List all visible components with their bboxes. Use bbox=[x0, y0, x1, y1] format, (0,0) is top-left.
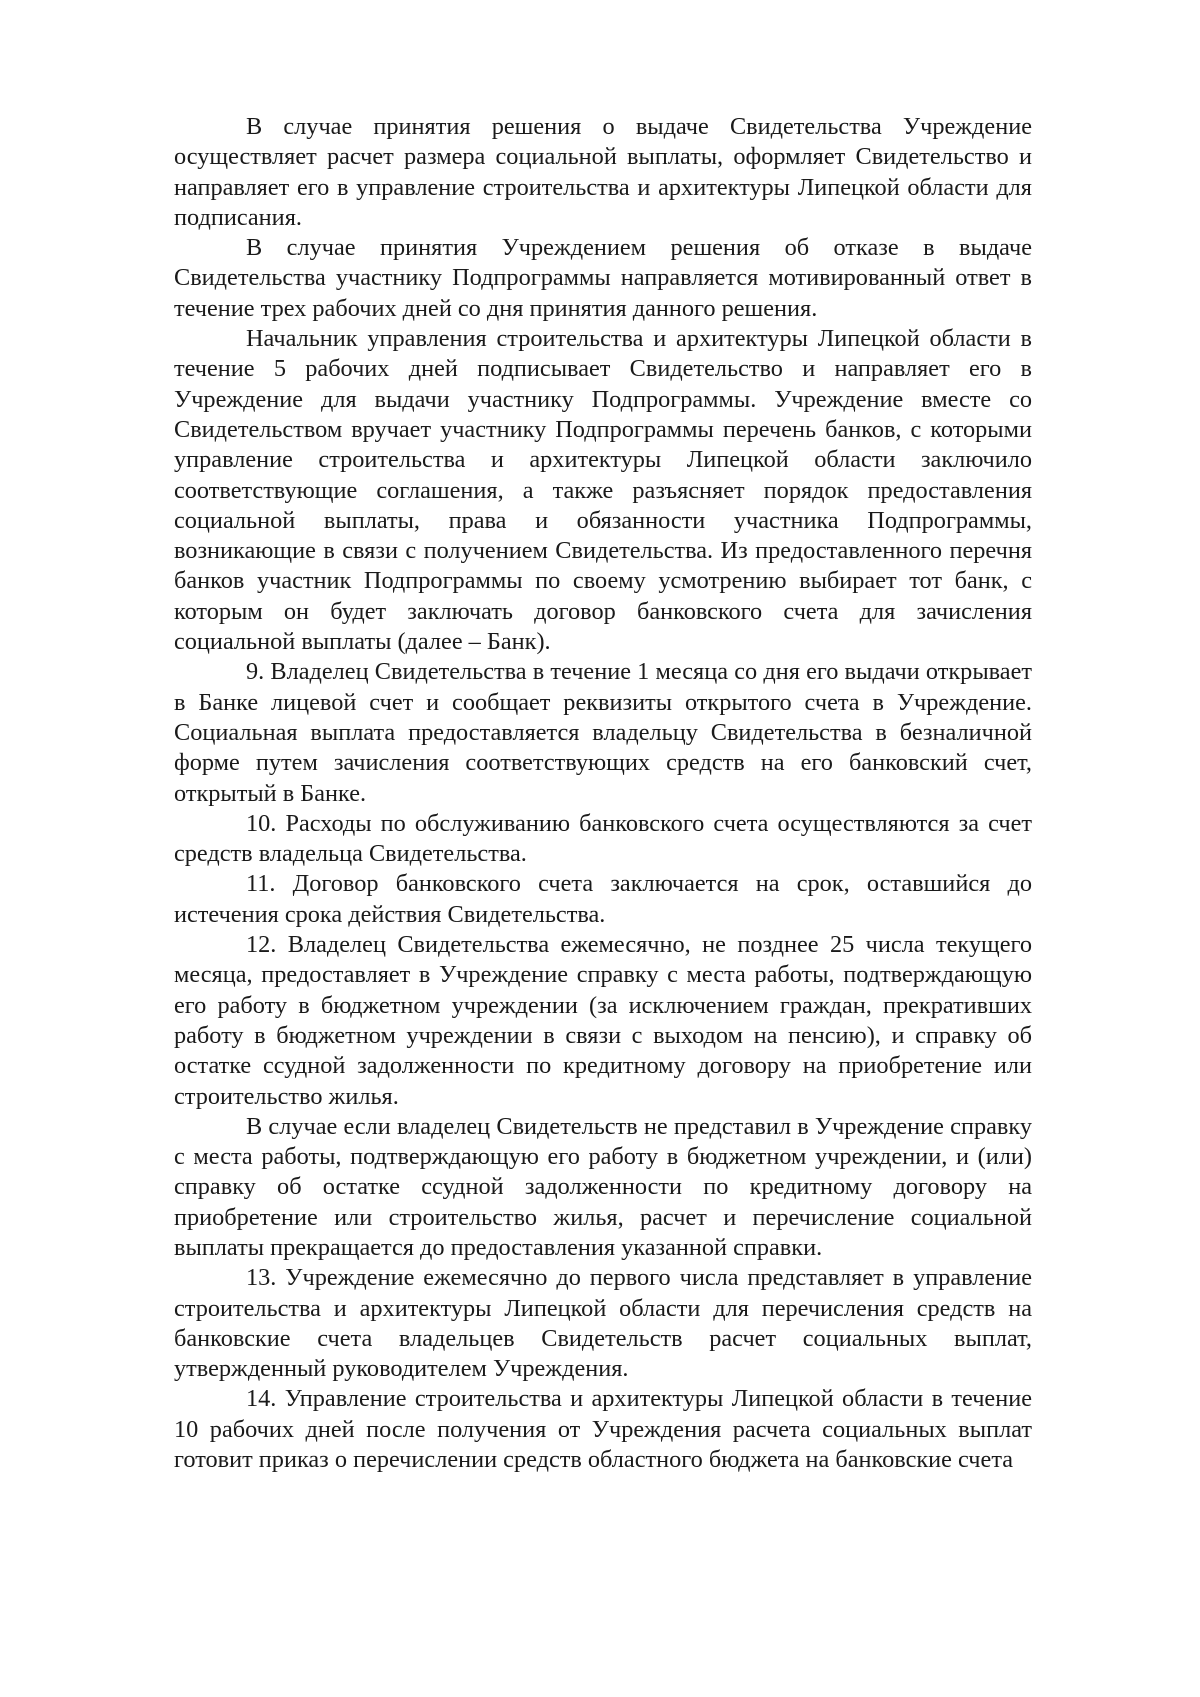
paragraph-certificate-issuance: В случае принятия решения о выдаче Свидетельства Учреждение осуществляет расчет размера социальной выплаты, оформляет Свидетельство и направляет его в управление строительства и архитектуры Липецкой области для подписания. bbox=[174, 113, 1032, 231]
paragraph-item-12: 12. Владелец Свидетельства ежемесячно, не позднее 25 числа текущего месяца, предоставляет в Учреждение справку с места работы, подтверждающую его работу в бюджетном учреждении (за исключением граждан, прекративших работу в бюджетном учреждении в связи с выходом на пенсию), и справку об остатке ссудной задолженности по кредитному договору на приобретение или строительство жилья. bbox=[174, 931, 1032, 1110]
paragraph-item-10: 10. Расходы по обслуживанию банковского счета осуществляются за счет средств владельца Свидетельства. bbox=[174, 809, 1032, 868]
paragraph-item-14: 14. Управление строительства и архитектуры Липецкой области в течение 10 рабочих дней после получения от Учреждения расчета социальных выплат готовит приказ о перечислении средств областного бюджета на банковские счета bbox=[174, 1385, 1032, 1474]
paragraph-item-12-continuation: В случае если владелец Свидетельств не представил в Учреждение справку с места работы, подтверждающую его работу в бюджетном учреждении, и (или) справку об остатке ссудной задолженности по кредитному договору на приобретение или строительство жилья, расчет и перечисление социальной выплаты прекращается до предоставления указанной справки. bbox=[174, 1112, 1032, 1261]
paragraph-refusal: В случае принятия Учреждением решения об отказе в выдаче Свидетельства участнику Подпрограммы направляется мотивированный ответ в течение трех рабочих дней со дня принятия данного решения. bbox=[174, 234, 1032, 322]
document-page bbox=[174, 112, 1032, 1475]
paragraph-item-9: 9. Владелец Свидетельства в течение 1 месяца со дня его выдачи открывает в Банке лицевой счет и сообщает реквизиты открытого счета в Учреждение. Социальная выплата предоставляется владельцу Свидетельства в безналичной форме путем зачисления соответствующих средств на его банковский счет, открытый в Банке. bbox=[174, 658, 1032, 807]
paragraph-item-13: 13. Учреждение ежемесячно до первого числа представляет в управление строительства и архитектуры Липецкой области для перечисления средств на банковские счета владельцев Свидетельств расчет социальных выплат, утвержденный руководителем Учреждения. bbox=[174, 1264, 1032, 1383]
paragraph-signing-and-bank-list: Начальник управления строительства и архитектуры Липецкой области в течение 5 рабочих дней подписывает Свидетельство и направляет его в Учреждение для выдачи участнику Подпрограммы. Учреждение вместе со Свидетельством вручает участнику Подпрограммы перечень банков, с которыми управление строительства и архитектуры Липецкой области заключило соответствующие соглашения, а также разъясняет порядок предоставления социальной выплаты, права и обязанности участника Подпрограммы, возникающие в связи с получением Свидетельства. Из предоставленного перечня банков участник Подпрограммы по своему усмотрению выбирает тот банк, с которым он будет заключать договор банковского счета для зачисления социальной выплаты (далее – Банк). bbox=[174, 325, 1032, 656]
paragraph-item-11: 11. Договор банковского счета заключается на срок, оставшийся до истечения срока действия Свидетельства. bbox=[174, 870, 1032, 928]
